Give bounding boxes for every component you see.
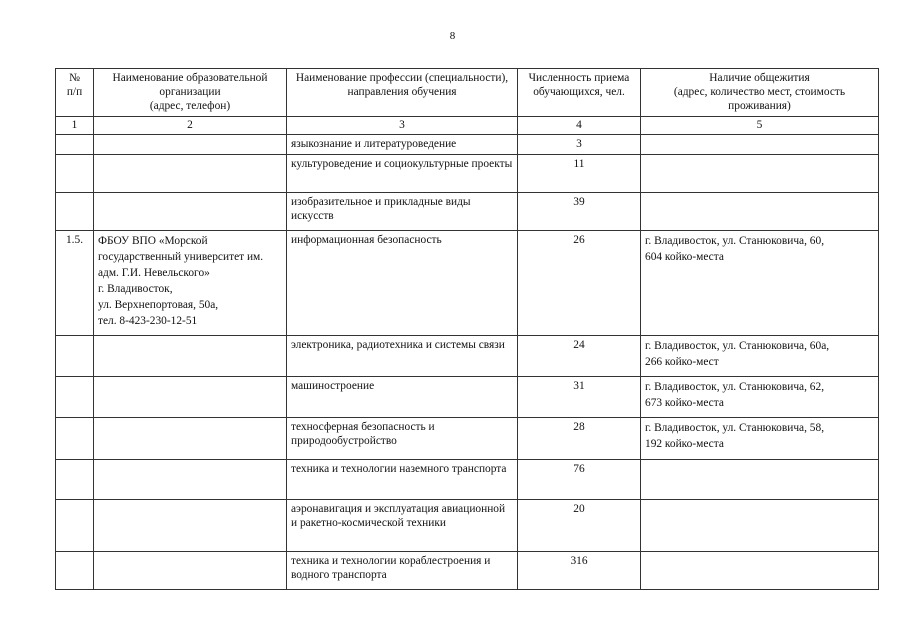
cell-profession: техносферная безопасность и природообустройство	[287, 418, 518, 460]
table-row	[56, 135, 879, 155]
cell-dorm: г. Владивосток, ул. Станюковича, 62, 673 койко-места	[641, 377, 879, 418]
column-number: 4	[518, 117, 641, 135]
column-number: 5	[641, 117, 879, 135]
column-number: 2	[94, 117, 287, 135]
cell-num: 1.5.	[56, 231, 94, 336]
header-num	[56, 69, 94, 117]
cell-num	[56, 418, 94, 460]
cell-num	[56, 500, 94, 552]
column-number-row	[56, 117, 879, 135]
cell-profession: техника и технологии наземного транспорта	[287, 460, 518, 500]
table-row	[56, 377, 879, 418]
cell-org	[94, 155, 287, 193]
cell-count: 24	[518, 336, 641, 377]
cell-count: 20	[518, 500, 641, 552]
column-number: 1	[56, 117, 94, 135]
admission-table	[55, 68, 879, 590]
cell-num	[56, 155, 94, 193]
header-org	[94, 69, 287, 117]
cell-num	[56, 460, 94, 500]
cell-org	[94, 552, 287, 590]
cell-org	[94, 135, 287, 155]
cell-profession: электроника, радиотехника и системы связи	[287, 336, 518, 377]
cell-org	[94, 500, 287, 552]
cell-dorm	[641, 135, 879, 155]
table-row	[56, 231, 879, 336]
cell-count: 316	[518, 552, 641, 590]
table-row	[56, 500, 879, 552]
table-row	[56, 193, 879, 231]
cell-profession: изобразительное и прикладные виды искусств	[287, 193, 518, 231]
cell-org	[94, 418, 287, 460]
cell-dorm	[641, 155, 879, 193]
cell-org	[94, 460, 287, 500]
header-count	[518, 69, 641, 117]
cell-org	[94, 377, 287, 418]
cell-org	[94, 336, 287, 377]
cell-count: 31	[518, 377, 641, 418]
cell-profession: языкознание и литературоведение	[287, 135, 518, 155]
column-number: 3	[287, 117, 518, 135]
cell-org	[94, 193, 287, 231]
cell-profession: техника и технологии кораблестроения и водного транспорта	[287, 552, 518, 590]
header-dorm	[641, 69, 879, 117]
cell-count: 28	[518, 418, 641, 460]
cell-num	[56, 336, 94, 377]
cell-count: 3	[518, 135, 641, 155]
table-row	[56, 418, 879, 460]
cell-profession: культуроведение и социокультурные проекты	[287, 155, 518, 193]
header-org-text: Наименование образовательной организации (адрес, телефон)	[112, 72, 268, 112]
header-row	[56, 69, 879, 117]
header-count-text: Численность приема обучающихся, чел.	[528, 72, 630, 98]
cell-count: 76	[518, 460, 641, 500]
cell-dorm	[641, 193, 879, 231]
table-row	[56, 552, 879, 590]
cell-profession: информационная безопасность	[287, 231, 518, 336]
cell-count: 39	[518, 193, 641, 231]
cell-org: ФБОУ ВПО «Морской государственный университет им. адм. Г.И. Невельского» г. Владивосток, ул. Верхнепортовая, 50а, тел. 8-423-230-12-51	[94, 231, 287, 336]
cell-dorm: г. Владивосток, ул. Станюковича, 60, 604 койко-места	[641, 231, 879, 336]
cell-dorm: г. Владивосток, ул. Станюковича, 60а, 266 койко-мест	[641, 336, 879, 377]
cell-dorm: г. Владивосток, ул. Станюковича, 58, 192 койко-места	[641, 418, 879, 460]
cell-dorm	[641, 500, 879, 552]
header-num-text: № п/п	[66, 72, 83, 98]
cell-profession: аэронавигация и эксплуатация авиационной и ракетно-космической техники	[287, 500, 518, 552]
cell-count: 26	[518, 231, 641, 336]
header-dorm-text: Наличие общежития (адрес, количество мест, стоимость проживания)	[673, 72, 846, 112]
cell-num	[56, 193, 94, 231]
cell-num	[56, 135, 94, 155]
page-number: 8	[449, 30, 456, 42]
header-profession	[287, 69, 518, 117]
cell-profession: машиностроение	[287, 377, 518, 418]
header-profession-text: Наименование профессии (специальности), направления обучения	[295, 72, 509, 98]
cell-dorm	[641, 460, 879, 500]
cell-num	[56, 552, 94, 590]
cell-dorm	[641, 552, 879, 590]
cell-num	[56, 377, 94, 418]
cell-count: 11	[518, 155, 641, 193]
table-row	[56, 336, 879, 377]
table-row	[56, 460, 879, 500]
table-row	[56, 155, 879, 193]
